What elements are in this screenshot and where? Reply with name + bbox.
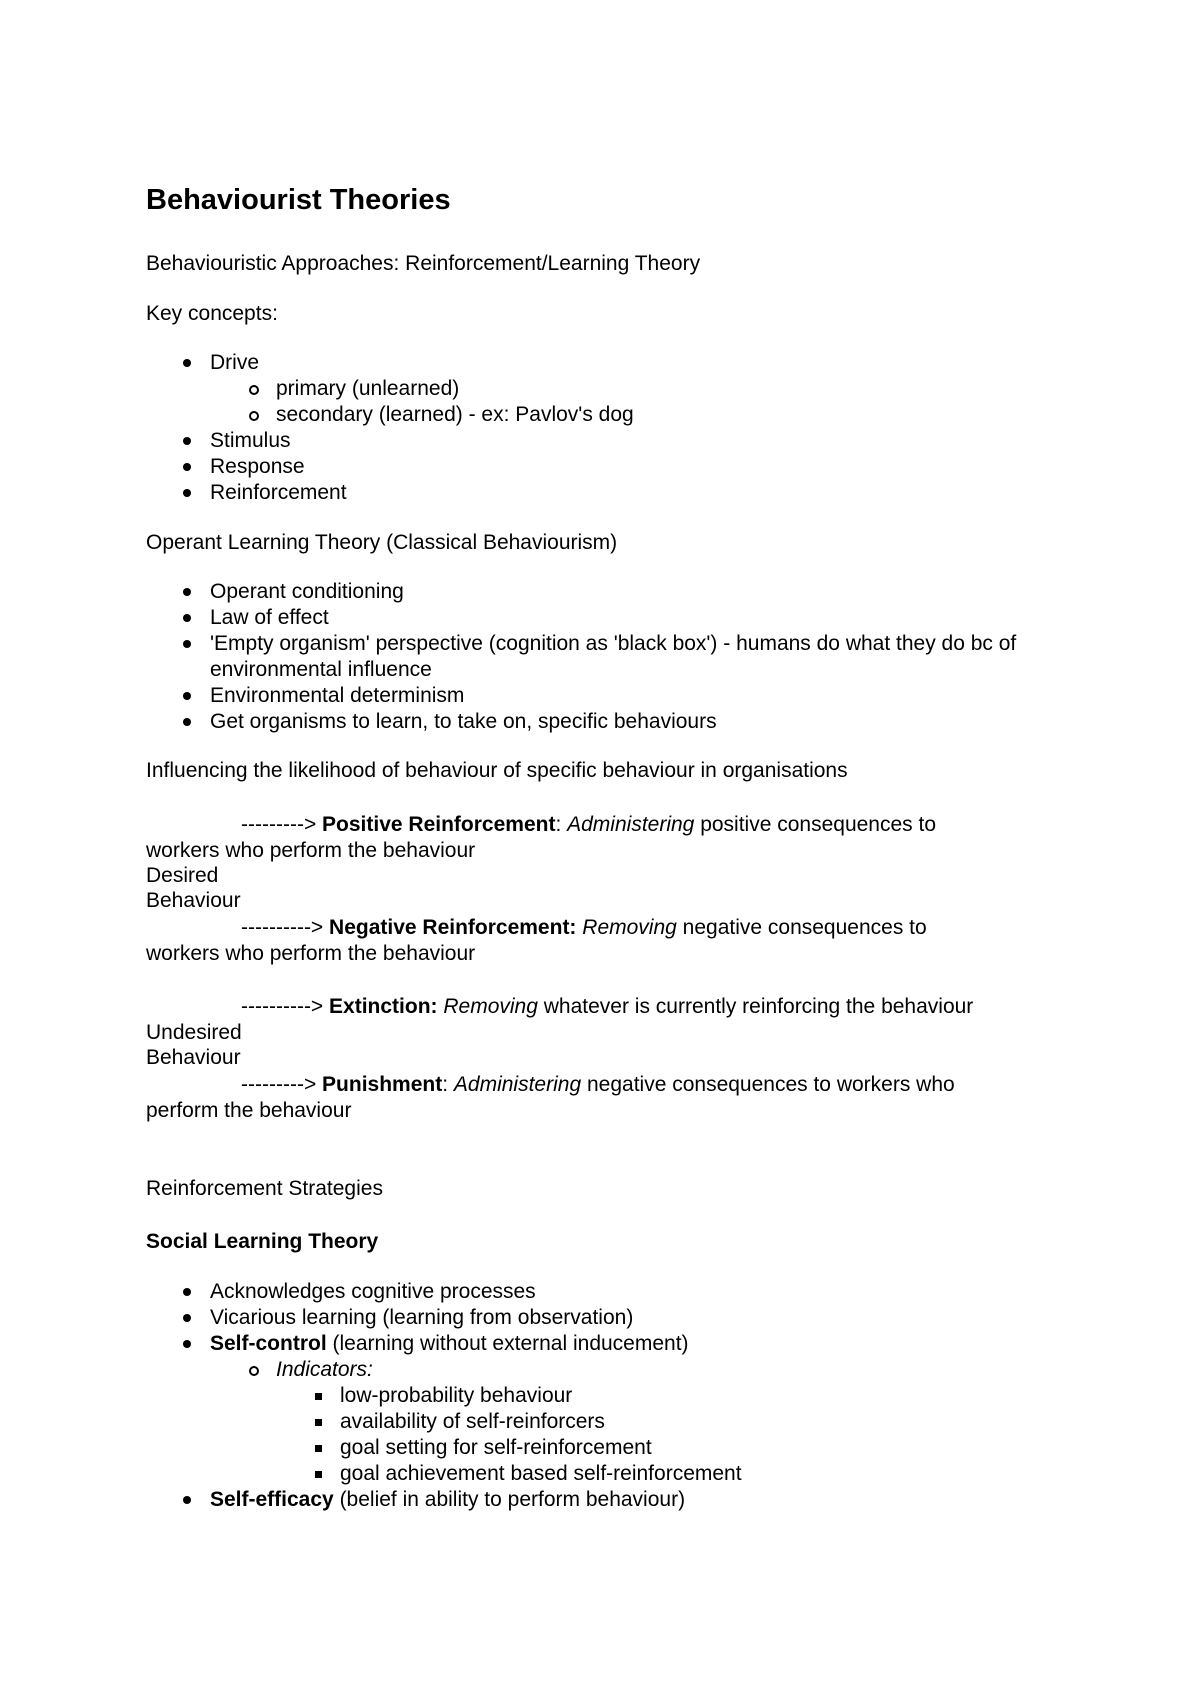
undesired-label-2: Behaviour [146, 1046, 241, 1069]
bullet-icon [183, 1314, 191, 1322]
list-item-operant-5: Get organisms to learn, to take on, specific behaviours [210, 709, 717, 735]
list-item-reinforcement: Reinforcement [210, 480, 347, 506]
desired-label-2: Behaviour [146, 889, 241, 912]
list-item-indicator-1: low-probability behaviour [340, 1383, 572, 1409]
bullet-icon [315, 1393, 322, 1400]
list-item-social-1: Acknowledges cognitive processes [210, 1279, 536, 1305]
bullet-icon [183, 718, 191, 726]
bullet-icon [183, 640, 191, 648]
negative-reinforcement-line: ----------> Negative Reinforcement: Removing negative consequences to [241, 916, 927, 939]
list-item-operant-1: Operant conditioning [210, 579, 404, 605]
bullet-icon [249, 385, 259, 395]
bullet-icon [183, 359, 191, 367]
bullet-icon [249, 411, 259, 421]
list-item-operant-2: Law of effect [210, 605, 329, 631]
bullet-icon [315, 1471, 322, 1478]
list-item-drive: Drive [210, 350, 259, 376]
key-concepts-label: Key concepts: [146, 302, 278, 325]
influencing-text: Influencing the likelihood of behaviour of specific behaviour in organisations [146, 759, 848, 782]
list-item-indicator-2: availability of self-reinforcers [340, 1409, 605, 1435]
bullet-icon [183, 614, 191, 622]
bullet-icon [183, 588, 191, 596]
list-item-secondary: secondary (learned) - ex: Pavlov's dog [276, 402, 634, 428]
undesired-label-1: Undesired [146, 1021, 242, 1044]
operant-heading: Operant Learning Theory (Classical Behaviourism) [146, 531, 618, 554]
list-item-operant-3: 'Empty organism' perspective (cognition as 'black box') - humans do what they do bc of environmental influence [210, 631, 1070, 683]
list-item-indicator-3: goal setting for self-reinforcement [340, 1435, 652, 1461]
positive-reinforcement-cont: workers who perform the behaviour [146, 839, 476, 862]
list-item-stimulus: Stimulus [210, 428, 291, 454]
subtitle: Behaviouristic Approaches: Reinforcement/Learning Theory [146, 252, 701, 275]
bullet-icon [315, 1419, 322, 1426]
bullet-icon [183, 1340, 191, 1348]
bullet-icon [183, 437, 191, 445]
bullet-icon [183, 489, 191, 497]
bullet-icon [183, 1496, 191, 1504]
negative-reinforcement-cont: workers who perform the behaviour [146, 942, 476, 965]
punishment-cont: perform the behaviour [146, 1099, 352, 1122]
punishment-line: ---------> Punishment: Administering negative consequences to workers who [241, 1073, 955, 1096]
list-item-self-control: Self-control (learning without external inducement) [210, 1331, 689, 1357]
bullet-icon [183, 692, 191, 700]
bullet-icon [249, 1366, 259, 1376]
bullet-icon [183, 463, 191, 471]
page-title: Behaviourist Theories [146, 184, 451, 216]
social-learning-heading: Social Learning Theory [146, 1230, 379, 1253]
list-item-indicator-4: goal achievement based self-reinforcement [340, 1461, 742, 1487]
reinforcement-strategies: Reinforcement Strategies [146, 1177, 383, 1200]
list-item-response: Response [210, 454, 305, 480]
list-item-social-2: Vicarious learning (learning from observation) [210, 1305, 633, 1331]
list-item-self-efficacy: Self-efficacy (belief in ability to perform behaviour) [210, 1487, 685, 1513]
desired-label-1: Desired [146, 864, 219, 887]
list-item-operant-4: Environmental determinism [210, 683, 464, 709]
list-item-indicators: Indicators: [276, 1357, 373, 1383]
extinction-line: ----------> Extinction: Removing whatever is currently reinforcing the behaviour [241, 995, 974, 1018]
bullet-icon [183, 1288, 191, 1296]
bullet-icon [315, 1445, 322, 1452]
list-item-primary: primary (unlearned) [276, 376, 459, 402]
positive-reinforcement-line: ---------> Positive Reinforcement: Administering positive consequences to [241, 813, 937, 836]
